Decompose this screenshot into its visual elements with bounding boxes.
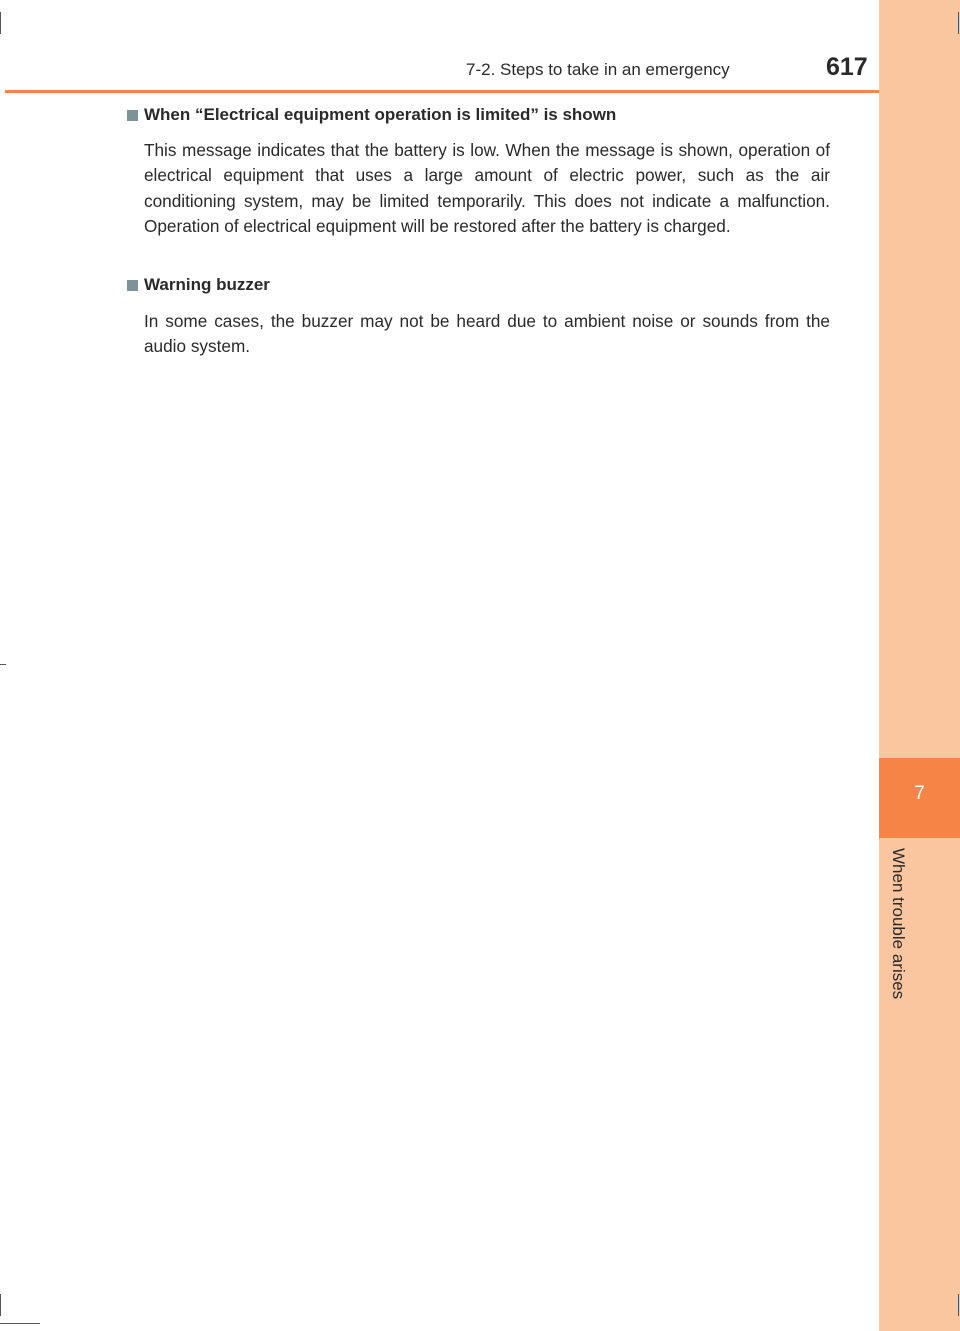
section-heading [127, 275, 270, 295]
section-title: 7-2. Steps to take in an emergency [466, 60, 730, 79]
chapter-number-tab [879, 758, 960, 838]
header-divider [5, 90, 879, 93]
crop-mark [0, 1294, 1, 1316]
square-bullet-icon [127, 280, 138, 291]
chapter-title: When trouble arises [889, 848, 908, 1000]
crop-mark [0, 664, 6, 665]
chapter-side-tab [879, 0, 960, 1331]
chapter-number: 7 [914, 783, 925, 804]
section-heading [127, 105, 616, 125]
section-body: In some cases, the buzzer may not be heard due to ambient noise or sounds from the audio system. [144, 311, 830, 357]
crop-mark [958, 12, 959, 34]
crop-mark [958, 1294, 959, 1316]
section-body: This message indicates that the battery is low. When the message is shown, operation of electrical equipment that uses a large amount of electric power, such as the air conditioning system, may be limited temporarily. This does not indicate a malfunction. Operation of electrical equipment will be restored after the battery is charged. [144, 140, 830, 236]
crop-mark [0, 12, 1, 34]
square-bullet-icon [127, 110, 138, 121]
heading-text: Warning buzzer [144, 275, 270, 294]
page-number: 617 [826, 53, 868, 81]
heading-text: When “Electrical equipment operation is limited” is shown [144, 105, 617, 124]
crop-mark [0, 1323, 40, 1324]
